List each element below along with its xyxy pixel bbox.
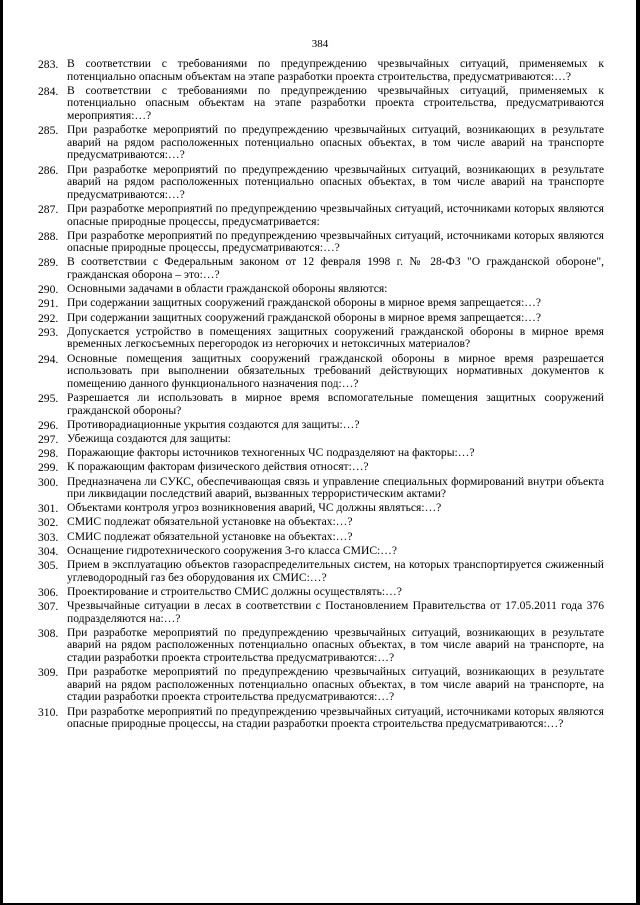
question-item bbox=[38, 203, 604, 228]
question-text: В соответствии с требованиями по предупреждению чрезвычайных ситуаций, применяемых к потенциально опасным объектам на этапе разработки проекта строительства, предусматриваются:…? bbox=[67, 57, 604, 83]
question-item bbox=[38, 559, 604, 584]
question-item bbox=[38, 392, 604, 417]
question-text: Разрешается ли использовать в мирное время вспомогательные помещения защитных сооружений гражданской обороны? bbox=[67, 390, 604, 417]
scan-edge-right bbox=[636, 0, 640, 905]
page-number: 384 bbox=[311, 38, 329, 50]
question-item bbox=[38, 353, 604, 391]
question-text: При разработке мероприятий по предупреждению чрезвычайных ситуаций, возникающих в результате аварий на рядом расположенных потенциально опасных объектах, в том числе аварий на транспорте, на стадии разработки проекта строительства предусматриваются:…? bbox=[67, 665, 604, 704]
question-text: Проектирование и строительство СМИС должны осуществлять:…? bbox=[67, 584, 402, 598]
question-number: 290. bbox=[38, 283, 59, 297]
question-number: 292. bbox=[38, 311, 59, 325]
question-number: 291. bbox=[38, 297, 59, 311]
question-number: 295. bbox=[38, 391, 59, 405]
question-text: Предназначена ли СУКС, обеспечивающая связь и управление специальных формирований внутри объекта при ликвидации последствий аварий, вызванных террористическим актами? bbox=[67, 474, 604, 501]
question-item bbox=[38, 326, 604, 351]
question-text: Противорадиационные укрытия создаются для защиты:…? bbox=[67, 417, 360, 431]
question-text: При разработке мероприятий по предупреждению чрезвычайных ситуаций, источниками которых являются опасные природные процессы, на стадии разработки проекта строительства предусматриваются:…? bbox=[67, 704, 604, 731]
question-item bbox=[38, 283, 604, 296]
question-item bbox=[38, 164, 604, 202]
question-number: 294. bbox=[38, 352, 59, 366]
question-text: Допускается устройство в помещениях защитных сооружений гражданской обороны в мирное время временных легкосъемных перегородок из негорючих и нетоксичных материалов? bbox=[67, 324, 604, 351]
scan-edge-left bbox=[0, 0, 3, 905]
question-text: При содержании защитных сооружений гражданской обороны в мирное время запрещается:…? bbox=[67, 310, 542, 324]
question-text: При разработке мероприятий по предупреждению чрезвычайных ситуаций, возникающих в результате аварий на рядом расположенных потенциально опасных объектах, в том числе аварий на транспорте предусматриваются:…? bbox=[67, 162, 604, 201]
question-number: 286. bbox=[38, 163, 59, 177]
question-text: Чрезвычайные ситуации в лесах в соответствии с Постановлением Правительства от 17.05.2011 года 376 подразделяются на:…? bbox=[67, 599, 604, 625]
question-item bbox=[38, 586, 604, 599]
question-item bbox=[38, 124, 604, 162]
question-item bbox=[38, 706, 604, 731]
question-number: 309. bbox=[38, 666, 59, 680]
question-number: 293. bbox=[38, 325, 59, 339]
question-number: 310. bbox=[38, 705, 59, 719]
question-text: В соответствии с требованиями по предупреждению чрезвычайных ситуаций, применяемых к потенциально опасным объектам на этапе разработки проекта строительства, предусматриваются мероприятия:…? bbox=[67, 83, 604, 122]
question-item bbox=[38, 297, 604, 310]
question-number: 296. bbox=[38, 418, 59, 432]
question-number: 299. bbox=[38, 461, 59, 475]
question-item bbox=[38, 58, 604, 83]
question-text: Основные помещения защитных сооружений гражданской обороны в мирное время разрешается использовать при выполнении обязательных требований действующих нормативных документов к помещению данного функционального назначения под:…? bbox=[67, 351, 604, 390]
question-number: 284. bbox=[38, 84, 59, 98]
question-item bbox=[38, 666, 604, 704]
question-number: 287. bbox=[38, 202, 59, 216]
question-number: 307. bbox=[38, 600, 59, 613]
question-text: При разработке мероприятий по предупреждению чрезвычайных ситуаций, источниками которых являются опасные природные процессы, предусматривается: bbox=[67, 201, 604, 228]
question-text: При содержании защитных сооружений гражданской обороны в мирное время запрещается:…? bbox=[67, 296, 542, 310]
question-text: При разработке мероприятий по предупреждению чрезвычайных ситуаций, возникающих в результате аварий на рядом расположенных потенциально опасных объектах, в том числе аварий на транспорте, на стадии разработки проекта строительства предусматриваются:…? bbox=[67, 625, 604, 664]
question-text: СМИС подлежат обязательной установке на объектах:…? bbox=[67, 515, 353, 529]
question-item bbox=[38, 447, 604, 460]
question-item bbox=[38, 476, 604, 501]
question-text: Оснащение гидротехнического сооружения 3-го класса СМИС:…? bbox=[67, 543, 398, 557]
question-number: 302. bbox=[38, 516, 59, 530]
question-number: 305. bbox=[38, 559, 59, 573]
question-text: Прием в эксплуатацию объектов газораспределительных систем, на которых транспортируется сжиженный углеводородный газ без оборудования их СМИС:…? bbox=[67, 558, 604, 584]
question-number: 300. bbox=[38, 475, 59, 489]
question-item bbox=[38, 531, 604, 544]
question-text: При разработке мероприятий по предупреждению чрезвычайных ситуаций, возникающих в результате аварий на рядом расположенных потенциально опасных объектах, в том числе аварий на транспорте предусматриваются:…? bbox=[67, 123, 604, 162]
question-text: Объектами контроля угроз возникновения аварий, ЧС должны являться:…? bbox=[67, 501, 442, 515]
question-item bbox=[38, 627, 604, 665]
question-text: В соответствии с Федеральным законом от 12 февраля 1998 г. № 28-ФЗ "О гражданской обороне", гражданская оборона – это:…? bbox=[67, 255, 604, 282]
question-list bbox=[38, 58, 604, 732]
question-number: 298. bbox=[38, 447, 59, 461]
question-number: 288. bbox=[38, 229, 59, 243]
question-number: 283. bbox=[38, 58, 59, 71]
question-text: СМИС подлежат обязательной установке на объектах:…? bbox=[67, 529, 353, 543]
question-number: 285. bbox=[38, 124, 59, 138]
question-text: Убежища создаются для защиты: bbox=[67, 431, 231, 445]
question-number: 289. bbox=[38, 256, 59, 270]
question-item bbox=[38, 256, 604, 281]
question-item bbox=[38, 502, 604, 515]
question-item bbox=[38, 230, 604, 255]
question-text: Основными задачами в области гражданской обороны являются: bbox=[67, 282, 388, 296]
question-item bbox=[38, 433, 604, 446]
question-item bbox=[38, 312, 604, 325]
question-item bbox=[38, 516, 604, 529]
question-text: Поражающие факторы источников техногенных ЧС подразделяют на факторы:…? bbox=[67, 446, 475, 460]
question-item bbox=[38, 600, 604, 625]
question-item bbox=[38, 545, 604, 558]
question-text: При разработке мероприятий по предупреждению чрезвычайных ситуаций, источниками которых являются опасные природные процессы, предусматриваются:…? bbox=[67, 228, 604, 255]
question-item bbox=[38, 461, 604, 474]
question-number: 304. bbox=[38, 544, 59, 558]
question-number: 301. bbox=[38, 502, 59, 516]
question-number: 297. bbox=[38, 432, 59, 446]
question-item bbox=[38, 419, 604, 432]
question-number: 306. bbox=[38, 585, 59, 599]
question-number: 308. bbox=[38, 626, 59, 640]
question-item bbox=[38, 85, 604, 123]
question-number: 303. bbox=[38, 530, 59, 544]
question-text: К поражающим факторам физического действия относят:…? bbox=[67, 460, 369, 474]
